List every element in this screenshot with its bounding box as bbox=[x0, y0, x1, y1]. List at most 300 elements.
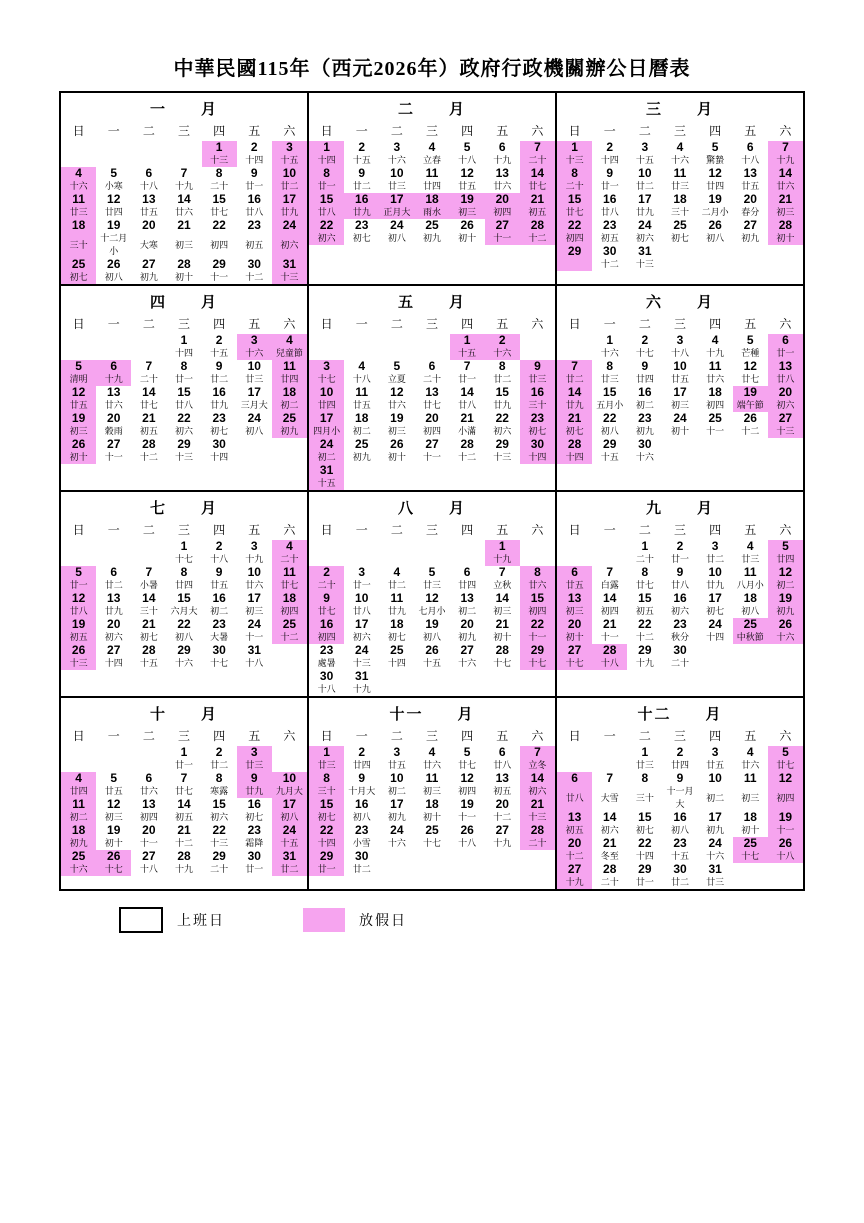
day-number[interactable]: 1 bbox=[180, 333, 188, 347]
day-number[interactable]: 25 bbox=[673, 218, 687, 232]
day-number[interactable]: 2 bbox=[250, 140, 258, 154]
day-number[interactable]: 16 bbox=[673, 591, 687, 605]
day-number[interactable]: 12 bbox=[61, 592, 96, 605]
day-number[interactable]: 18 bbox=[272, 386, 307, 399]
day-number[interactable]: 17 bbox=[247, 385, 261, 399]
day-number[interactable]: 28 bbox=[520, 219, 555, 232]
day-number[interactable]: 29 bbox=[309, 850, 344, 863]
day-number[interactable]: 7 bbox=[606, 771, 614, 785]
day-number[interactable]: 29 bbox=[557, 245, 592, 258]
day-number[interactable]: 19 bbox=[768, 811, 803, 824]
day-number[interactable]: 15 bbox=[638, 810, 652, 824]
day-number[interactable]: 9 bbox=[676, 771, 684, 785]
day-number[interactable]: 1 bbox=[180, 745, 188, 759]
day-number[interactable]: 29 bbox=[212, 257, 226, 271]
day-number[interactable]: 26 bbox=[768, 618, 803, 631]
day-number[interactable]: 18 bbox=[355, 411, 369, 425]
day-number[interactable]: 11 bbox=[673, 166, 687, 180]
day-number[interactable]: 23 bbox=[520, 412, 555, 425]
day-number[interactable]: 14 bbox=[142, 385, 156, 399]
day-number[interactable]: 7 bbox=[463, 359, 471, 373]
day-number[interactable]: 30 bbox=[247, 257, 261, 271]
day-number[interactable]: 27 bbox=[485, 219, 520, 232]
day-number[interactable]: 12 bbox=[708, 166, 722, 180]
day-number[interactable]: 30 bbox=[673, 643, 687, 657]
day-number[interactable]: 30 bbox=[638, 437, 652, 451]
day-number[interactable]: 15 bbox=[603, 385, 617, 399]
day-number[interactable]: 24 bbox=[247, 411, 261, 425]
day-number[interactable]: 24 bbox=[390, 823, 404, 837]
day-number[interactable]: 17 bbox=[673, 385, 687, 399]
day-number[interactable]: 25 bbox=[733, 837, 768, 850]
day-number[interactable]: 1 bbox=[557, 141, 592, 154]
day-number[interactable]: 25 bbox=[61, 850, 96, 863]
day-number[interactable]: 20 bbox=[142, 218, 156, 232]
day-number[interactable]: 4 bbox=[272, 540, 307, 553]
day-number[interactable]: 13 bbox=[425, 385, 439, 399]
day-number[interactable]: 1 bbox=[641, 539, 649, 553]
day-number[interactable]: 22 bbox=[309, 824, 344, 837]
day-number[interactable]: 23 bbox=[319, 643, 334, 657]
day-number[interactable]: 6 bbox=[498, 140, 506, 154]
day-number[interactable]: 18 bbox=[425, 797, 439, 811]
day-number[interactable]: 24 bbox=[272, 824, 307, 837]
day-number[interactable]: 26 bbox=[107, 257, 121, 271]
day-number[interactable]: 23 bbox=[247, 218, 261, 232]
day-number[interactable]: 27 bbox=[460, 643, 474, 657]
day-number[interactable]: 15 bbox=[309, 798, 344, 811]
day-number[interactable]: 27 bbox=[142, 849, 156, 863]
day-number[interactable]: 21 bbox=[460, 411, 474, 425]
day-number[interactable]: 19 bbox=[450, 193, 485, 206]
day-number[interactable]: 17 bbox=[390, 797, 404, 811]
day-number[interactable]: 9 bbox=[358, 771, 366, 785]
day-number[interactable]: 7 bbox=[145, 359, 153, 373]
day-number[interactable]: 8 bbox=[180, 565, 188, 579]
day-number[interactable]: 24 bbox=[247, 617, 261, 631]
day-number[interactable]: 1 bbox=[606, 333, 614, 347]
day-number[interactable]: 1 bbox=[641, 745, 649, 759]
day-number[interactable]: 29 bbox=[638, 862, 652, 876]
day-number[interactable]: 19 bbox=[460, 797, 474, 811]
day-number[interactable]: 11 bbox=[743, 771, 757, 785]
day-number[interactable]: 14 bbox=[768, 167, 803, 180]
day-number[interactable]: 2 bbox=[606, 140, 614, 154]
day-number[interactable]: 11 bbox=[425, 771, 439, 785]
day-number[interactable]: 25 bbox=[355, 437, 369, 451]
day-number[interactable]: 22 bbox=[557, 219, 592, 232]
day-number[interactable]: 16 bbox=[638, 385, 652, 399]
day-number[interactable]: 21 bbox=[520, 798, 555, 811]
day-number[interactable]: 5 bbox=[61, 566, 96, 579]
day-number[interactable]: 17 bbox=[309, 412, 344, 425]
day-number[interactable]: 25 bbox=[425, 823, 439, 837]
day-number[interactable]: 17 bbox=[379, 193, 414, 206]
day-number[interactable]: 9 bbox=[676, 565, 684, 579]
day-number[interactable]: 7 bbox=[557, 360, 592, 373]
day-number[interactable]: 3 bbox=[711, 745, 719, 759]
day-number[interactable]: 30 bbox=[212, 643, 226, 657]
day-number[interactable]: 8 bbox=[309, 772, 344, 785]
day-number[interactable]: 3 bbox=[641, 140, 649, 154]
day-number[interactable]: 20 bbox=[485, 193, 520, 206]
day-number[interactable]: 15 bbox=[177, 385, 191, 399]
day-number[interactable]: 25 bbox=[390, 643, 404, 657]
day-number[interactable]: 27 bbox=[743, 218, 757, 232]
day-number[interactable]: 20 bbox=[107, 617, 121, 631]
day-number[interactable]: 27 bbox=[557, 644, 592, 657]
day-number[interactable]: 7 bbox=[768, 141, 803, 154]
day-number[interactable]: 26 bbox=[425, 643, 439, 657]
day-number[interactable]: 29 bbox=[177, 437, 191, 451]
day-number[interactable]: 5 bbox=[428, 565, 436, 579]
day-number[interactable]: 20 bbox=[495, 797, 509, 811]
day-number[interactable]: 2 bbox=[485, 334, 520, 347]
day-number[interactable]: 4 bbox=[746, 745, 754, 759]
day-number[interactable]: 28 bbox=[520, 824, 555, 837]
day-number[interactable]: 6 bbox=[145, 166, 153, 180]
day-number[interactable]: 10 bbox=[708, 771, 722, 785]
day-number[interactable]: 28 bbox=[603, 862, 617, 876]
day-number[interactable]: 12 bbox=[768, 772, 803, 785]
day-number[interactable]: 5 bbox=[463, 140, 471, 154]
day-number[interactable]: 8 bbox=[215, 166, 223, 180]
day-number[interactable]: 26 bbox=[61, 644, 96, 657]
day-number[interactable]: 23 bbox=[355, 218, 369, 232]
day-number[interactable]: 15 bbox=[495, 385, 509, 399]
day-number[interactable]: 5 bbox=[711, 140, 719, 154]
day-number[interactable]: 22 bbox=[177, 411, 191, 425]
day-number[interactable]: 9 bbox=[641, 359, 649, 373]
day-number[interactable]: 31 bbox=[309, 464, 344, 477]
day-number[interactable]: 17 bbox=[272, 193, 307, 206]
day-number[interactable]: 9 bbox=[215, 359, 223, 373]
day-number[interactable]: 13 bbox=[460, 591, 474, 605]
day-number[interactable]: 12 bbox=[107, 192, 121, 206]
day-number[interactable]: 15 bbox=[212, 192, 226, 206]
day-number[interactable]: 16 bbox=[212, 591, 226, 605]
day-number[interactable]: 29 bbox=[520, 644, 555, 657]
day-number[interactable]: 9 bbox=[237, 772, 272, 785]
day-number[interactable]: 21 bbox=[768, 193, 803, 206]
day-number[interactable]: 13 bbox=[107, 385, 121, 399]
day-number[interactable]: 11 bbox=[61, 798, 96, 811]
day-number[interactable]: 25 bbox=[272, 618, 307, 631]
day-number[interactable]: 16 bbox=[603, 192, 617, 206]
day-number[interactable]: 21 bbox=[603, 836, 617, 850]
day-number[interactable]: 30 bbox=[603, 244, 617, 258]
day-number[interactable]: 18 bbox=[708, 385, 722, 399]
day-number[interactable]: 29 bbox=[603, 437, 617, 451]
day-number[interactable]: 10 bbox=[638, 166, 652, 180]
day-number[interactable]: 11 bbox=[355, 385, 369, 399]
day-number[interactable]: 31 bbox=[638, 244, 652, 258]
day-number[interactable]: 26 bbox=[460, 218, 474, 232]
day-number[interactable]: 21 bbox=[520, 193, 555, 206]
day-number[interactable]: 2 bbox=[358, 140, 366, 154]
day-number[interactable]: 5 bbox=[463, 745, 471, 759]
day-number[interactable]: 17 bbox=[638, 192, 652, 206]
day-number[interactable]: 9 bbox=[309, 592, 344, 605]
day-number[interactable]: 23 bbox=[247, 823, 261, 837]
day-number[interactable]: 19 bbox=[107, 823, 121, 837]
day-number[interactable]: 8 bbox=[606, 359, 614, 373]
day-number[interactable]: 13 bbox=[495, 771, 509, 785]
day-number[interactable]: 8 bbox=[520, 566, 555, 579]
day-number[interactable]: 3 bbox=[272, 141, 307, 154]
day-number[interactable]: 31 bbox=[247, 643, 261, 657]
day-number[interactable]: 16 bbox=[355, 797, 369, 811]
day-number[interactable]: 17 bbox=[708, 810, 722, 824]
day-number[interactable]: 8 bbox=[180, 359, 188, 373]
day-number[interactable]: 5 bbox=[110, 771, 118, 785]
day-number[interactable]: 21 bbox=[495, 617, 509, 631]
day-number[interactable]: 4 bbox=[61, 167, 96, 180]
day-number[interactable]: 31 bbox=[272, 850, 307, 863]
day-number[interactable]: 30 bbox=[355, 849, 369, 863]
day-number[interactable]: 30 bbox=[319, 669, 334, 683]
day-number[interactable]: 28 bbox=[142, 643, 156, 657]
day-number[interactable]: 7 bbox=[606, 565, 614, 579]
day-number[interactable]: 18 bbox=[673, 192, 687, 206]
day-number[interactable]: 6 bbox=[463, 565, 471, 579]
day-number[interactable]: 11 bbox=[743, 565, 757, 579]
day-number[interactable]: 4 bbox=[676, 140, 684, 154]
day-number[interactable]: 2 bbox=[676, 745, 684, 759]
day-number[interactable]: 17 bbox=[247, 591, 261, 605]
day-number[interactable]: 19 bbox=[61, 618, 96, 631]
day-number[interactable]: 21 bbox=[557, 412, 592, 425]
day-number[interactable]: 6 bbox=[145, 771, 153, 785]
day-number[interactable]: 10 bbox=[390, 166, 404, 180]
day-number[interactable]: 12 bbox=[460, 166, 474, 180]
day-number[interactable]: 16 bbox=[247, 797, 261, 811]
day-number[interactable]: 3 bbox=[237, 334, 272, 347]
day-number[interactable]: 14 bbox=[520, 167, 555, 180]
day-number[interactable]: 20 bbox=[460, 617, 474, 631]
day-number[interactable]: 10 bbox=[309, 386, 344, 399]
day-number[interactable]: 31 bbox=[708, 862, 722, 876]
day-number[interactable]: 14 bbox=[603, 810, 617, 824]
day-number[interactable]: 1 bbox=[450, 334, 485, 347]
day-number[interactable]: 2 bbox=[215, 745, 223, 759]
day-number[interactable]: 23 bbox=[212, 617, 226, 631]
day-number[interactable]: 24 bbox=[309, 438, 344, 451]
day-number[interactable]: 14 bbox=[460, 385, 474, 399]
day-number[interactable]: 7 bbox=[498, 565, 506, 579]
day-number[interactable]: 7 bbox=[520, 141, 555, 154]
day-number[interactable]: 3 bbox=[676, 333, 684, 347]
day-number[interactable]: 7 bbox=[180, 771, 188, 785]
day-number[interactable]: 20 bbox=[557, 837, 592, 850]
day-number[interactable]: 5 bbox=[393, 359, 401, 373]
day-number[interactable]: 4 bbox=[711, 333, 719, 347]
day-number[interactable]: 1 bbox=[202, 141, 237, 154]
day-number[interactable]: 4 bbox=[428, 745, 436, 759]
day-number[interactable]: 23 bbox=[673, 617, 687, 631]
day-number[interactable]: 3 bbox=[711, 539, 719, 553]
day-number[interactable]: 19 bbox=[390, 411, 404, 425]
day-number[interactable]: 20 bbox=[107, 411, 121, 425]
day-number[interactable]: 28 bbox=[592, 644, 627, 657]
day-number[interactable]: 8 bbox=[215, 771, 223, 785]
day-number[interactable]: 15 bbox=[309, 193, 344, 206]
day-number[interactable]: 14 bbox=[177, 192, 191, 206]
day-number[interactable]: 11 bbox=[272, 566, 307, 579]
day-number[interactable]: 26 bbox=[390, 437, 404, 451]
day-number[interactable]: 13 bbox=[557, 592, 592, 605]
day-number[interactable]: 10 bbox=[708, 565, 722, 579]
day-number[interactable]: 11 bbox=[708, 359, 722, 373]
day-number[interactable]: 15 bbox=[638, 591, 652, 605]
day-number[interactable]: 6 bbox=[768, 334, 803, 347]
day-number[interactable]: 24 bbox=[272, 219, 307, 232]
day-number[interactable]: 16 bbox=[673, 810, 687, 824]
day-number[interactable]: 14 bbox=[603, 591, 617, 605]
day-number[interactable]: 9 bbox=[358, 166, 366, 180]
day-number[interactable]: 10 bbox=[247, 565, 261, 579]
day-number[interactable]: 28 bbox=[768, 219, 803, 232]
day-number[interactable]: 24 bbox=[708, 617, 722, 631]
day-number[interactable]: 20 bbox=[425, 411, 439, 425]
day-number[interactable]: 16 bbox=[520, 386, 555, 399]
day-number[interactable]: 20 bbox=[768, 386, 803, 399]
day-number[interactable]: 11 bbox=[425, 166, 439, 180]
day-number[interactable]: 13 bbox=[557, 811, 592, 824]
day-number[interactable]: 23 bbox=[212, 411, 226, 425]
day-number[interactable]: 5 bbox=[746, 333, 754, 347]
day-number[interactable]: 24 bbox=[638, 218, 652, 232]
day-number[interactable]: 18 bbox=[414, 193, 449, 206]
day-number[interactable]: 2 bbox=[641, 333, 649, 347]
day-number[interactable]: 8 bbox=[557, 167, 592, 180]
day-number[interactable]: 27 bbox=[425, 437, 439, 451]
day-number[interactable]: 19 bbox=[733, 386, 768, 399]
day-number[interactable]: 27 bbox=[557, 863, 592, 876]
day-number[interactable]: 22 bbox=[638, 836, 652, 850]
day-number[interactable]: 18 bbox=[61, 219, 96, 232]
day-number[interactable]: 30 bbox=[673, 862, 687, 876]
day-number[interactable]: 4 bbox=[746, 539, 754, 553]
day-number[interactable]: 18 bbox=[61, 824, 96, 837]
day-number[interactable]: 4 bbox=[358, 359, 366, 373]
day-number[interactable]: 5 bbox=[768, 540, 803, 553]
day-number[interactable]: 12 bbox=[460, 771, 474, 785]
day-number[interactable]: 9 bbox=[606, 166, 614, 180]
day-number[interactable]: 23 bbox=[603, 218, 617, 232]
day-number[interactable]: 6 bbox=[110, 565, 118, 579]
day-number[interactable]: 2 bbox=[309, 566, 344, 579]
day-number[interactable]: 3 bbox=[309, 360, 344, 373]
day-number[interactable]: 16 bbox=[212, 385, 226, 399]
day-number[interactable]: 1 bbox=[180, 539, 188, 553]
day-number[interactable]: 25 bbox=[733, 618, 768, 631]
day-number[interactable]: 31 bbox=[272, 258, 307, 271]
day-number[interactable]: 7 bbox=[145, 565, 153, 579]
day-number[interactable]: 15 bbox=[212, 797, 226, 811]
day-number[interactable]: 3 bbox=[393, 745, 401, 759]
day-number[interactable]: 15 bbox=[520, 592, 555, 605]
day-number[interactable]: 8 bbox=[641, 565, 649, 579]
day-number[interactable]: 19 bbox=[107, 218, 121, 232]
day-number[interactable]: 10 bbox=[272, 167, 307, 180]
day-number[interactable]: 14 bbox=[520, 772, 555, 785]
day-number[interactable]: 17 bbox=[272, 798, 307, 811]
day-number[interactable]: 11 bbox=[390, 591, 404, 605]
day-number[interactable]: 25 bbox=[425, 218, 439, 232]
day-number[interactable]: 1 bbox=[309, 141, 344, 154]
day-number[interactable]: 4 bbox=[61, 772, 96, 785]
day-number[interactable]: 24 bbox=[708, 836, 722, 850]
day-number[interactable]: 10 bbox=[272, 772, 307, 785]
day-number[interactable]: 2 bbox=[215, 539, 223, 553]
day-number[interactable]: 18 bbox=[743, 591, 757, 605]
day-number[interactable]: 22 bbox=[177, 617, 191, 631]
day-number[interactable]: 14 bbox=[177, 797, 191, 811]
day-number[interactable]: 11 bbox=[272, 360, 307, 373]
day-number[interactable]: 4 bbox=[272, 334, 307, 347]
day-number[interactable]: 20 bbox=[743, 192, 757, 206]
day-number[interactable]: 13 bbox=[495, 166, 509, 180]
day-number[interactable]: 26 bbox=[743, 411, 757, 425]
day-number[interactable]: 18 bbox=[743, 810, 757, 824]
day-number[interactable]: 3 bbox=[250, 539, 258, 553]
day-number[interactable]: 22 bbox=[638, 617, 652, 631]
day-number[interactable]: 21 bbox=[603, 617, 617, 631]
day-number[interactable]: 9 bbox=[520, 360, 555, 373]
day-number[interactable]: 26 bbox=[61, 438, 96, 451]
day-number[interactable]: 28 bbox=[557, 438, 592, 451]
day-number[interactable]: 8 bbox=[498, 359, 506, 373]
day-number[interactable]: 14 bbox=[557, 386, 592, 399]
day-number[interactable]: 12 bbox=[390, 385, 404, 399]
day-number[interactable]: 26 bbox=[768, 837, 803, 850]
day-number[interactable]: 21 bbox=[142, 411, 156, 425]
day-number[interactable]: 10 bbox=[673, 359, 687, 373]
day-number[interactable]: 3 bbox=[393, 140, 401, 154]
day-number[interactable]: 28 bbox=[460, 437, 474, 451]
day-number[interactable]: 14 bbox=[142, 591, 156, 605]
day-number[interactable]: 3 bbox=[358, 565, 366, 579]
day-number[interactable]: 29 bbox=[212, 849, 226, 863]
day-number[interactable]: 28 bbox=[495, 643, 509, 657]
day-number[interactable]: 27 bbox=[107, 437, 121, 451]
day-number[interactable]: 22 bbox=[212, 823, 226, 837]
day-number[interactable]: 22 bbox=[212, 218, 226, 232]
day-number[interactable]: 13 bbox=[768, 360, 803, 373]
day-number[interactable]: 1 bbox=[309, 746, 344, 759]
day-number[interactable]: 10 bbox=[355, 591, 369, 605]
day-number[interactable]: 26 bbox=[96, 850, 131, 863]
day-number[interactable]: 15 bbox=[557, 193, 592, 206]
day-number[interactable]: 29 bbox=[638, 643, 652, 657]
day-number[interactable]: 26 bbox=[460, 823, 474, 837]
day-number[interactable]: 28 bbox=[142, 437, 156, 451]
day-number[interactable]: 29 bbox=[495, 437, 509, 451]
day-number[interactable]: 12 bbox=[61, 386, 96, 399]
day-number[interactable]: 22 bbox=[520, 618, 555, 631]
day-number[interactable]: 4 bbox=[428, 140, 436, 154]
day-number[interactable]: 27 bbox=[495, 823, 509, 837]
day-number[interactable]: 12 bbox=[425, 591, 439, 605]
day-number[interactable]: 13 bbox=[107, 591, 121, 605]
day-number[interactable]: 22 bbox=[309, 219, 344, 232]
day-number[interactable]: 8 bbox=[309, 167, 344, 180]
day-number[interactable]: 19 bbox=[425, 617, 439, 631]
day-number[interactable]: 9 bbox=[215, 565, 223, 579]
day-number[interactable]: 21 bbox=[142, 617, 156, 631]
day-number[interactable]: 5 bbox=[768, 746, 803, 759]
